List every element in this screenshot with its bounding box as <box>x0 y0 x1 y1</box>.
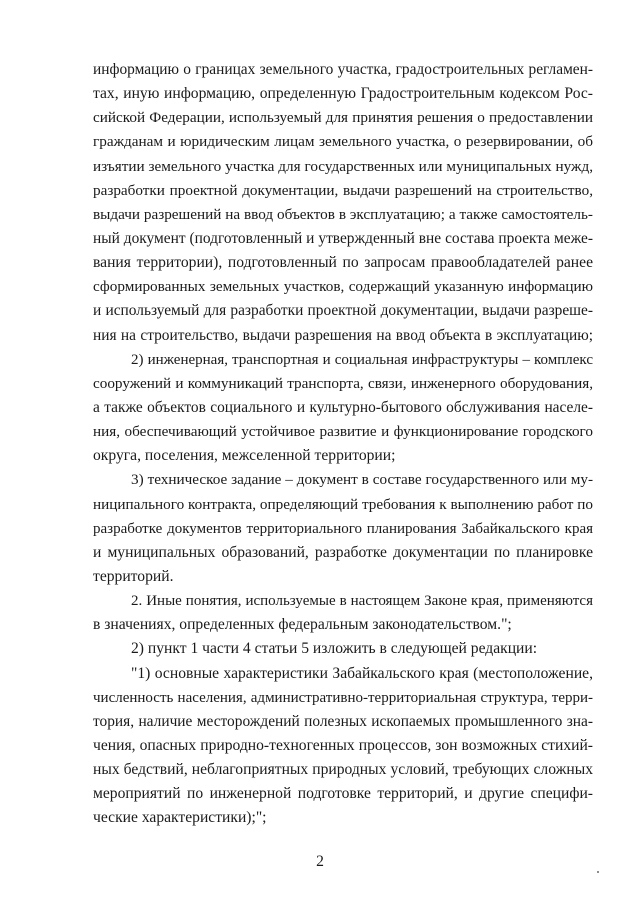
paragraph-last-line: округа, поселения, межселенной территории; <box>93 447 396 465</box>
text-line: а также объектов социального и культурно-бытового обслуживания населе- <box>93 398 593 416</box>
text-line: сийской Федерации, используемый для принятия решения о предоставлении <box>93 109 593 127</box>
text-line: разработке документов территориального планирования Забайкальского края <box>93 520 593 537</box>
text-line: тах, иную информацию, определенную Градостроительным кодексом Рос- <box>93 85 593 103</box>
text-line: гражданам и юридическим лицам земельного участка, о резервировании, об <box>93 133 593 151</box>
text-line: и муниципальных образований, разработке документации по планировке <box>93 543 593 561</box>
text-line: ный документ (подготовленный и утвержденный вне состава проекта меже- <box>93 229 593 247</box>
paragraph-first-line: 2) инженерная, транспортная и социальная инфраструктуры – комплекс <box>131 351 593 368</box>
paragraph-first-line: "1) основные характеристики Забайкальского края (местоположение, <box>131 664 593 682</box>
text-line: тория, наличие месторождений полезных ископаемых промышленного зна- <box>93 712 593 730</box>
paragraph-last-line: в значениях, определенных федеральным законодательством."; <box>93 616 512 634</box>
paragraph-last-line: ческие характеристики);"; <box>93 809 267 827</box>
text-line: информацию о границах земельного участка, градостроительных регламен- <box>93 61 593 78</box>
text-line: численность населения, административно-территориальная структура, терри- <box>93 689 593 706</box>
text-line: изъятии земельного участка для государственных или муниципальных нужд, <box>93 157 593 175</box>
text-line: сооружений и коммуникаций транспорта, связи, инженерного оборудования, <box>93 374 593 392</box>
text-line: ных бедствий, неблагоприятных природных условий, требующих сложных <box>93 761 593 779</box>
document-body <box>93 58 593 831</box>
paragraph-single-line: 2) пункт 1 части 4 статьи 5 изложить в следующей редакции: <box>131 640 538 658</box>
paragraph-first-line: 3) техническое задание – документ в составе государственного или му- <box>131 471 593 489</box>
paragraph-first-line: 2. Иные понятия, используемые в настоящем Законе края, применяются <box>131 593 593 610</box>
text-line: ния на строительство, выдачи разрешения на ввод объекта в эксплуатацию; <box>93 326 593 344</box>
text-line: выдачи разрешений на ввод объектов в эксплуатацию; а также самостоятель- <box>93 205 593 223</box>
text-line: ния, обеспечивающий устойчивое развитие и функционирование городского <box>93 423 593 441</box>
text-line: чения, опасных природно-техногенных процессов, зон возможных стихий- <box>93 736 593 754</box>
text-line: вания территории), подготовленный по запросам правообладателей ранее <box>93 254 593 272</box>
text-line: сформированных земельных участков, содержащий указанную информацию <box>93 278 593 296</box>
text-line: ниципального контракта, определяющий требования к выполнению работ по <box>93 495 593 513</box>
page-number: 2 <box>316 853 324 870</box>
text-line: мероприятий по инженерной подготовке территорий, и другие специфи- <box>93 785 593 803</box>
scan-speck <box>597 871 599 873</box>
paragraph-last-line: территорий. <box>93 567 174 585</box>
text-line: разработки проектной документации, выдачи разрешений на строительство, <box>93 181 593 199</box>
text-line: и используемый для разработки проектной документации, выдачи разреше- <box>93 302 593 320</box>
